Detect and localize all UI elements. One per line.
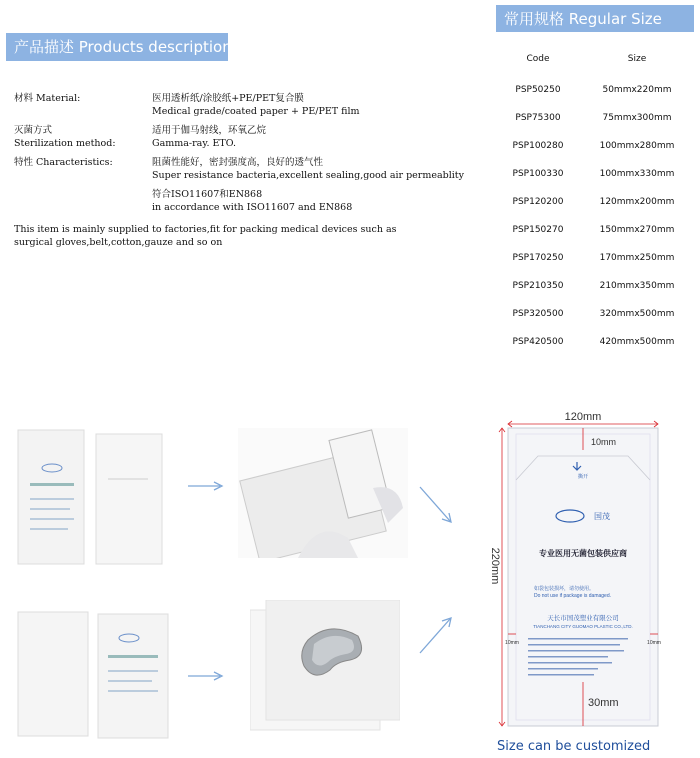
characteristics-label: 特性 Characteristics: [14,157,113,168]
width-label: 120mm [564,411,602,423]
size-cell: 100mmx330mm [599,169,675,179]
size-cell: 210mmx350mm [599,281,675,291]
size-cell: 320mmx500mm [599,309,675,319]
products-description-banner: 产品描述 Products description [6,33,228,61]
code-cell: PSP210350 [512,281,564,291]
right-side-label: 10mm [647,640,661,646]
table-row [496,76,694,104]
arrow-right-icon [186,668,226,684]
table-row [496,244,694,272]
sterilization-value-zh: 适用于伽马射线，环氧乙烷 [152,125,267,136]
height-label: 220mm [489,547,501,585]
code-cell: PSP320500 [512,309,564,319]
size-cell: 420mmx500mm [599,337,675,347]
usage-note: This item is mainly supplied to factories,fit for packing medical devices such as surgical gloves,belt,cotton,gauze and so on [14,224,397,248]
bottom-label: 30mm [588,697,619,709]
size-header: Size [627,54,647,64]
warning-zh: 如袋包装损坏，请勿使用。 [534,586,595,592]
size-cell: 150mmx270mm [599,225,675,235]
size-cell: 100mmx280mm [599,141,675,151]
pouch-front-back-photo [12,428,172,568]
table-row [496,300,694,328]
code-cell: PSP170250 [512,253,564,263]
pouch-title: 专业医用无菌包装供应商 [539,549,627,558]
arrow-right-icon [186,478,226,494]
characteristics-value-zh: 阻菌性能好，密封强度高，良好的透气性 [152,157,324,168]
code-cell: PSP120200 [512,197,564,207]
stainless-tray-photo [250,600,400,740]
warning-en: Do not use if package is damaged. [534,593,611,599]
peel-label: 撕开 [577,474,589,480]
size-cell: 75mmx300mm [602,113,672,123]
table-row [496,216,694,244]
code-cell: PSP75300 [515,113,561,123]
table-row [496,160,694,188]
sterilization-value-en: Gamma-ray. ETO. [152,138,237,149]
table-row [496,104,694,132]
brand-name: 国茂 [594,512,610,521]
sterilization-label-zh: 灭菌方式 [14,125,53,136]
table-row [496,328,694,356]
code-cell: PSP420500 [512,337,564,347]
code-cell: PSP100280 [512,141,564,151]
arrow-up-right-icon [418,615,454,655]
standard-value-zh: 符合ISO11607和EN868 [152,189,263,200]
size-table [496,50,694,356]
arrow-down-right-icon [418,485,454,525]
regular-size-banner: 常用规格 Regular Size [496,5,694,32]
table-row [496,272,694,300]
size-cell: 170mmx250mm [599,253,675,263]
table-header [496,50,694,68]
code-cell: PSP100330 [512,169,564,179]
left-side-label: 10mm [505,640,519,646]
size-customized-caption: Size can be customized [497,739,651,754]
hand-inserting-item-photo [238,428,408,558]
size-cell: 120mmx200mm [599,197,675,207]
pouch-pair-photo [12,610,172,740]
company-en: TIANCHANG CITY GUOMAO PLASTIC CO.,LTD. [533,624,633,629]
size-cell: 50mmx220mm [602,85,672,95]
sterilization-label-en: Sterilization method: [14,138,116,149]
code-header: Code [526,54,550,64]
code-cell: PSP50250 [515,85,561,95]
material-value-zh: 医用透析纸/涂胶纸+PE/PET复合膜 [152,93,304,104]
company-zh: 天长市国茂塑业有限公司 [547,614,619,622]
top-label: 10mm [591,437,617,447]
standard-value-en: in accordance with ISO11607 and EN868 [152,202,353,213]
characteristics-value-en: Super resistance bacteria,excellent sealing,good air permeablity [152,170,464,181]
table-row [496,132,694,160]
pouch-dimension-diagram [474,406,692,736]
material-value-en: Medical grade/coated paper + PE/PET film [152,106,360,117]
code-cell: PSP150270 [512,225,564,235]
table-row [496,188,694,216]
material-label: 材料 Material: [14,93,81,104]
